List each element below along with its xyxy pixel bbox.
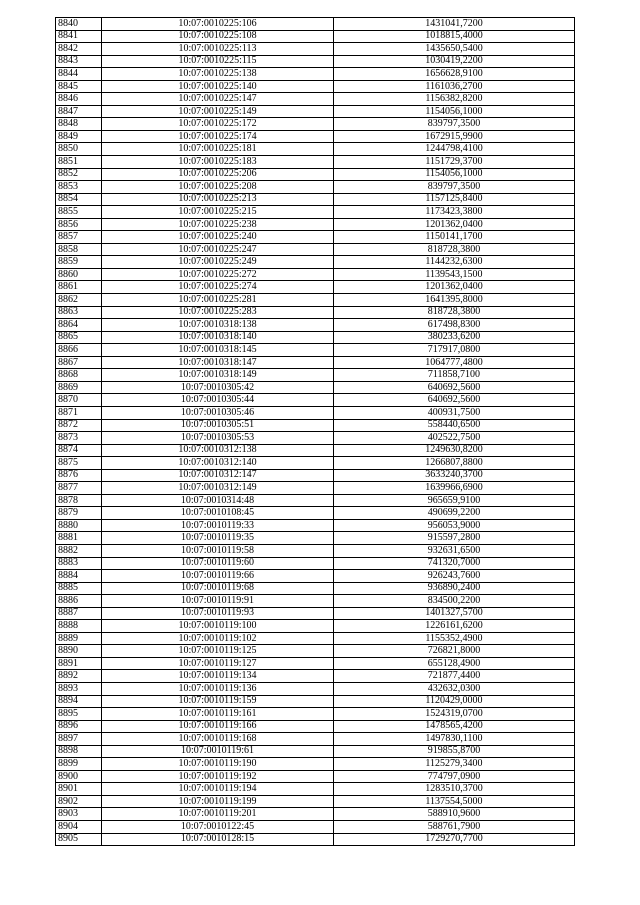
table-row [56,582,575,595]
value-cell: 640692,5600 [334,381,575,394]
table-row [56,770,575,783]
table-row [56,532,575,545]
value-cell: 717917,0800 [334,344,575,357]
row-number-cell: 8854 [56,193,102,206]
cadastral-number-cell: 10:07:0010119:159 [102,695,334,708]
table-row [56,783,575,796]
value-cell: 1656628,9100 [334,68,575,81]
cadastral-number-cell: 10:07:0010318:149 [102,369,334,382]
table-row [56,206,575,219]
table-row [56,494,575,507]
table-row [56,808,575,821]
value-cell: 818728,3800 [334,243,575,256]
row-number-cell: 8857 [56,231,102,244]
value-cell: 711858,7100 [334,369,575,382]
table-body [56,18,575,846]
cadastral-number-cell: 10:07:0010312:149 [102,482,334,495]
table-row [56,682,575,695]
cadastral-number-cell: 10:07:0010312:147 [102,469,334,482]
table-row [56,632,575,645]
table-row [56,469,575,482]
row-number-cell: 8840 [56,18,102,31]
cadastral-number-cell: 10:07:0010122:45 [102,821,334,834]
cadastral-number-cell: 10:07:0010318:145 [102,344,334,357]
value-cell: 774797,0900 [334,770,575,783]
cadastral-number-cell: 10:07:0010318:140 [102,331,334,344]
value-cell: 1524319,0700 [334,708,575,721]
row-number-cell: 8850 [56,143,102,156]
row-number-cell: 8872 [56,419,102,432]
row-number-cell: 8904 [56,821,102,834]
cadastral-number-cell: 10:07:0010119:91 [102,595,334,608]
value-cell: 1201362,0400 [334,281,575,294]
value-cell: 1150141,1700 [334,231,575,244]
row-number-cell: 8898 [56,745,102,758]
table-row [56,369,575,382]
row-number-cell: 8899 [56,758,102,771]
table-row [56,281,575,294]
table-row [56,595,575,608]
table-row [56,657,575,670]
value-cell: 1030419,2200 [334,55,575,68]
cadastral-number-cell: 10:07:0010119:168 [102,733,334,746]
table-row [56,645,575,658]
row-number-cell: 8884 [56,570,102,583]
row-number-cell: 8851 [56,156,102,169]
row-number-cell: 8843 [56,55,102,68]
cadastral-number-cell: 10:07:0010119:61 [102,745,334,758]
row-number-cell: 8888 [56,620,102,633]
value-cell: 1125279,3400 [334,758,575,771]
table-row [56,833,575,846]
value-cell: 1244798,4100 [334,143,575,156]
row-number-cell: 8882 [56,544,102,557]
cadastral-number-cell: 10:07:0010225:174 [102,130,334,143]
table-row [56,268,575,281]
cadastral-number-cell: 10:07:0010225:147 [102,93,334,106]
row-number-cell: 8859 [56,256,102,269]
value-cell: 402522,7500 [334,432,575,445]
cadastral-number-cell: 10:07:0010119:199 [102,795,334,808]
cadastral-number-cell: 10:07:0010225:249 [102,256,334,269]
row-number-cell: 8845 [56,80,102,93]
row-number-cell: 8876 [56,469,102,482]
value-cell: 1283510,3700 [334,783,575,796]
cadastral-number-cell: 10:07:0010128:15 [102,833,334,846]
value-cell: 1497830,1100 [334,733,575,746]
cadastral-number-cell: 10:07:0010225:115 [102,55,334,68]
row-number-cell: 8901 [56,783,102,796]
value-cell: 834500,2200 [334,595,575,608]
row-number-cell: 8869 [56,381,102,394]
row-number-cell: 8863 [56,306,102,319]
cadastral-number-cell: 10:07:0010119:166 [102,720,334,733]
row-number-cell: 8852 [56,168,102,181]
table-row [56,118,575,131]
cadastral-number-cell: 10:07:0010225:181 [102,143,334,156]
value-cell: 640692,5600 [334,394,575,407]
value-cell: 3633240,3700 [334,469,575,482]
table-row [56,143,575,156]
row-number-cell: 8880 [56,519,102,532]
cadastral-number-cell: 10:07:0010305:46 [102,406,334,419]
cadastral-number-cell: 10:07:0010225:274 [102,281,334,294]
cadastral-number-cell: 10:07:0010119:201 [102,808,334,821]
table-row [56,344,575,357]
row-number-cell: 8870 [56,394,102,407]
value-cell: 932631,6500 [334,544,575,557]
value-cell: 936890,2400 [334,582,575,595]
cadastral-number-cell: 10:07:0010312:138 [102,444,334,457]
value-cell: 1401327,5700 [334,607,575,620]
row-number-cell: 8897 [56,733,102,746]
cadastral-number-cell: 10:07:0010318:138 [102,319,334,332]
table-row [56,406,575,419]
cadastral-number-cell: 10:07:0010119:93 [102,607,334,620]
cadastral-number-cell: 10:07:0010305:44 [102,394,334,407]
row-number-cell: 8858 [56,243,102,256]
value-cell: 617498,8300 [334,319,575,332]
value-cell: 1120429,0000 [334,695,575,708]
cadastral-number-cell: 10:07:0010225:113 [102,43,334,56]
row-number-cell: 8881 [56,532,102,545]
value-cell: 1478565,4200 [334,720,575,733]
value-cell: 1201362,0400 [334,218,575,231]
value-cell: 558440,6500 [334,419,575,432]
row-number-cell: 8902 [56,795,102,808]
value-cell: 1173423,3800 [334,206,575,219]
cadastral-number-cell: 10:07:0010119:134 [102,670,334,683]
cadastral-number-cell: 10:07:0010318:147 [102,356,334,369]
row-number-cell: 8868 [56,369,102,382]
cadastral-number-cell: 10:07:0010119:100 [102,620,334,633]
row-number-cell: 8905 [56,833,102,846]
value-cell: 839797,3500 [334,181,575,194]
row-number-cell: 8874 [56,444,102,457]
value-cell: 655128,4900 [334,657,575,670]
row-number-cell: 8853 [56,181,102,194]
cadastral-number-cell: 10:07:0010119:192 [102,770,334,783]
row-number-cell: 8849 [56,130,102,143]
row-number-cell: 8856 [56,218,102,231]
row-number-cell: 8893 [56,682,102,695]
value-cell: 1266807,8800 [334,457,575,470]
table-row [56,720,575,733]
row-number-cell: 8841 [56,30,102,43]
table-row [56,620,575,633]
cadastral-number-cell: 10:07:0010225:140 [102,80,334,93]
row-number-cell: 8860 [56,268,102,281]
cadastral-number-cell: 10:07:0010305:53 [102,432,334,445]
table-row [56,544,575,557]
table-row [56,30,575,43]
table-row [56,93,575,106]
row-number-cell: 8842 [56,43,102,56]
cadastral-number-cell: 10:07:0010119:190 [102,758,334,771]
table-row [56,394,575,407]
cadastral-number-cell: 10:07:0010225:149 [102,105,334,118]
value-cell: 1431041,7200 [334,18,575,31]
row-number-cell: 8855 [56,206,102,219]
value-cell: 926243,7600 [334,570,575,583]
cadastral-number-cell: 10:07:0010119:60 [102,557,334,570]
row-number-cell: 8878 [56,494,102,507]
value-cell: 915597,2800 [334,532,575,545]
value-cell: 741320,7000 [334,557,575,570]
value-cell: 490699,2200 [334,507,575,520]
cadastral-number-cell: 10:07:0010225:281 [102,294,334,307]
row-number-cell: 8890 [56,645,102,658]
cadastral-number-cell: 10:07:0010225:138 [102,68,334,81]
table-row [56,758,575,771]
row-number-cell: 8866 [56,344,102,357]
value-cell: 1641395,8000 [334,294,575,307]
table-row [56,256,575,269]
row-number-cell: 8873 [56,432,102,445]
value-cell: 1161036,2700 [334,80,575,93]
table-row [56,306,575,319]
row-number-cell: 8877 [56,482,102,495]
cadastral-number-cell: 10:07:0010225:106 [102,18,334,31]
cadastral-number-cell: 10:07:0010225:208 [102,181,334,194]
cadastral-number-cell: 10:07:0010225:272 [102,268,334,281]
value-cell: 1226161,6200 [334,620,575,633]
value-cell: 1157125,8400 [334,193,575,206]
cadastral-number-cell: 10:07:0010314:48 [102,494,334,507]
value-cell: 1151729,3700 [334,156,575,169]
table-row [56,381,575,394]
value-cell: 1435650,5400 [334,43,575,56]
table-row [56,444,575,457]
cadastral-number-cell: 10:07:0010225:215 [102,206,334,219]
row-number-cell: 8844 [56,68,102,81]
value-cell: 1137554,5000 [334,795,575,808]
table-row [56,519,575,532]
cadastral-number-cell: 10:07:0010225:108 [102,30,334,43]
value-cell: 1672915,9900 [334,130,575,143]
value-cell: 726821,8000 [334,645,575,658]
table-row [56,294,575,307]
row-number-cell: 8846 [56,93,102,106]
table-row [56,18,575,31]
row-number-cell: 8871 [56,406,102,419]
table-row [56,507,575,520]
row-number-cell: 8887 [56,607,102,620]
cadastral-number-cell: 10:07:0010119:127 [102,657,334,670]
cadastral-number-cell: 10:07:0010119:58 [102,544,334,557]
table-row [56,181,575,194]
value-cell: 1154056,1000 [334,168,575,181]
value-cell: 1144232,6300 [334,256,575,269]
table-row [56,570,575,583]
row-number-cell: 8891 [56,657,102,670]
value-cell: 588910,9600 [334,808,575,821]
table-row [56,482,575,495]
cadastral-number-cell: 10:07:0010225:172 [102,118,334,131]
value-cell: 1639966,6900 [334,482,575,495]
value-cell: 432632,0300 [334,682,575,695]
cadastral-number-cell: 10:07:0010225:183 [102,156,334,169]
cadastral-number-cell: 10:07:0010119:33 [102,519,334,532]
table-row [56,68,575,81]
table-row [56,331,575,344]
cadastral-number-cell: 10:07:0010119:102 [102,632,334,645]
table-row [56,243,575,256]
value-cell: 721877,4400 [334,670,575,683]
row-number-cell: 8883 [56,557,102,570]
row-number-cell: 8862 [56,294,102,307]
row-number-cell: 8894 [56,695,102,708]
value-cell: 1154056,1000 [334,105,575,118]
table-row [56,745,575,758]
cadastral-number-cell: 10:07:0010119:194 [102,783,334,796]
cadastral-number-cell: 10:07:0010119:68 [102,582,334,595]
table-row [56,43,575,56]
table-row [56,419,575,432]
cadastral-number-cell: 10:07:0010119:161 [102,708,334,721]
cadastral-number-cell: 10:07:0010108:45 [102,507,334,520]
table-row [56,231,575,244]
row-number-cell: 8895 [56,708,102,721]
table-row [56,319,575,332]
cadastral-number-cell: 10:07:0010225:206 [102,168,334,181]
cadastral-number-cell: 10:07:0010119:125 [102,645,334,658]
row-number-cell: 8867 [56,356,102,369]
value-cell: 380233,6200 [334,331,575,344]
value-cell: 1155352,4900 [334,632,575,645]
table-row [56,695,575,708]
table-row [56,607,575,620]
value-cell: 588761,7900 [334,821,575,834]
cadastral-number-cell: 10:07:0010119:35 [102,532,334,545]
row-number-cell: 8848 [56,118,102,131]
value-cell: 1018815,4000 [334,30,575,43]
cadastral-number-cell: 10:07:0010312:140 [102,457,334,470]
table-row [56,795,575,808]
table-row [56,457,575,470]
row-number-cell: 8892 [56,670,102,683]
value-cell: 919855,8700 [334,745,575,758]
row-number-cell: 8886 [56,595,102,608]
cadastral-number-cell: 10:07:0010225:238 [102,218,334,231]
value-cell: 965659,9100 [334,494,575,507]
table-row [56,670,575,683]
cadastral-number-cell: 10:07:0010225:240 [102,231,334,244]
cadastral-number-cell: 10:07:0010305:42 [102,381,334,394]
cadastral-number-cell: 10:07:0010225:247 [102,243,334,256]
table-row [56,105,575,118]
value-cell: 956053,9000 [334,519,575,532]
table-row [56,356,575,369]
table-row [56,557,575,570]
value-cell: 1139543,1500 [334,268,575,281]
cadastral-number-cell: 10:07:0010119:66 [102,570,334,583]
row-number-cell: 8903 [56,808,102,821]
table-row [56,193,575,206]
table-row [56,733,575,746]
cadastral-number-cell: 10:07:0010225:283 [102,306,334,319]
table-row [56,80,575,93]
row-number-cell: 8879 [56,507,102,520]
value-cell: 1064777,4800 [334,356,575,369]
table-row [56,708,575,721]
table-row [56,218,575,231]
row-number-cell: 8889 [56,632,102,645]
row-number-cell: 8900 [56,770,102,783]
value-cell: 839797,3500 [334,118,575,131]
cadastral-number-cell: 10:07:0010119:136 [102,682,334,695]
table-row [56,821,575,834]
cadastral-number-cell: 10:07:0010225:213 [102,193,334,206]
row-number-cell: 8861 [56,281,102,294]
table-row [56,168,575,181]
value-cell: 400931,7500 [334,406,575,419]
row-number-cell: 8885 [56,582,102,595]
row-number-cell: 8847 [56,105,102,118]
table-row [56,55,575,68]
row-number-cell: 8865 [56,331,102,344]
table-row [56,432,575,445]
cadastral-value-table [55,17,575,846]
value-cell: 818728,3800 [334,306,575,319]
cadastral-number-cell: 10:07:0010305:51 [102,419,334,432]
row-number-cell: 8875 [56,457,102,470]
value-cell: 1249630,8200 [334,444,575,457]
table-row [56,130,575,143]
row-number-cell: 8896 [56,720,102,733]
value-cell: 1156382,8200 [334,93,575,106]
value-cell: 1729270,7700 [334,833,575,846]
row-number-cell: 8864 [56,319,102,332]
table-row [56,156,575,169]
